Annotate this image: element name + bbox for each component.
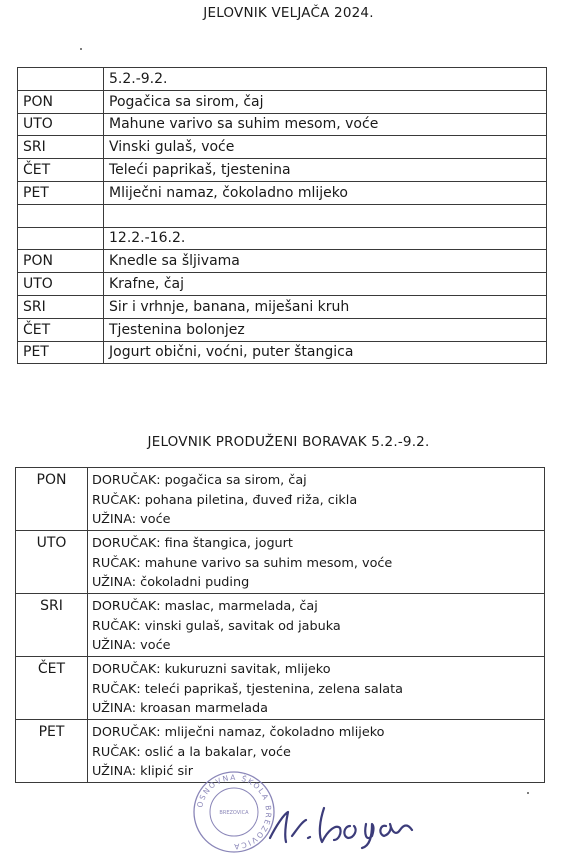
snack-line: UŽINA: čokoladni puding: [92, 575, 250, 591]
page-title: JELOVNIK VELJAČA 2024.: [203, 5, 374, 21]
breakfast-line: DORUČAK: kukuruzni savitak, mlijeko: [92, 662, 331, 677]
extended-meals-cell: [88, 468, 545, 531]
snack-line: UŽINA: voće: [92, 512, 171, 528]
extended-meals-cell: [88, 594, 545, 657]
menu-day-cell: [18, 68, 104, 91]
menu-meal-cell: Krafne, čaj: [104, 273, 547, 296]
menu-meal-cell: 5.2.-9.2.: [104, 68, 547, 91]
extended-stay-row: [16, 531, 545, 594]
menu-row: [18, 113, 547, 136]
extended-meals-cell: [88, 720, 545, 783]
snack-line: UŽINA: kroasan marmelada: [92, 701, 268, 717]
snack-line: UŽINA: voće: [92, 638, 171, 654]
menu-row: [18, 159, 547, 182]
extended-day-cell: SRI: [16, 594, 88, 657]
extended-meals-cell: [88, 531, 545, 594]
svg-text:BREZOVICA: BREZOVICA: [219, 810, 249, 816]
menu-row: [18, 341, 547, 364]
extended-day-cell: ČET: [16, 657, 88, 720]
svg-text:OSNOVNA ŠKOLA BREZOVICA: OSNOVNA ŠKOLA BREZOVICA: [195, 772, 274, 852]
menu-day-cell: PON: [18, 90, 104, 113]
extended-stay-row: [16, 657, 545, 720]
menu-meal-cell: Jogurt obični, voćni, puter štangica: [104, 341, 547, 364]
lunch-line: RUČAK: teleći paprikaš, tjestenina, zelena salata: [92, 681, 403, 697]
extended-meals-cell: [88, 657, 545, 720]
extended-stay-row: [16, 594, 545, 657]
menu-meal-cell: Mahune varivo sa suhim mesom, voće: [104, 113, 547, 136]
menu-meal-cell: Teleći paprikaš, tjestenina: [104, 159, 547, 182]
menu-day-cell: PON: [18, 250, 104, 273]
menu-day-cell: ČET: [18, 318, 104, 341]
menu-day-cell: SRI: [18, 295, 104, 318]
scan-speck: [80, 48, 82, 50]
scan-speck: [527, 792, 529, 794]
menu-row: [18, 68, 547, 91]
extended-day-cell: PET: [16, 720, 88, 783]
weekly-menu-table: [17, 67, 547, 364]
lunch-line: RUČAK: vinski gulaš, savitak od jabuka: [92, 618, 341, 634]
extended-stay-table: [15, 467, 545, 783]
menu-row: [18, 227, 547, 250]
menu-meal-cell: Mliječni namaz, čokoladno mlijeko: [104, 181, 547, 204]
breakfast-line: DORUČAK: mliječni namaz, čokoladno mlijeko: [92, 725, 385, 740]
menu-meal-cell: [104, 204, 547, 227]
menu-day-cell: SRI: [18, 136, 104, 159]
menu-row: [18, 204, 547, 227]
menu-day-cell: PET: [18, 341, 104, 364]
menu-row: [18, 250, 547, 273]
menu-day-cell: ČET: [18, 159, 104, 182]
menu-row: [18, 295, 547, 318]
menu-row: [18, 136, 547, 159]
lunch-line: RUČAK: oslić a la bakalar, voće: [92, 744, 291, 760]
menu-row: [18, 273, 547, 296]
menu-meal-cell: Sir i vrhnje, banana, miješani kruh: [104, 295, 547, 318]
extended-day-cell: UTO: [16, 531, 88, 594]
extended-stay-row: [16, 468, 545, 531]
menu-row: [18, 181, 547, 204]
menu-row: [18, 90, 547, 113]
menu-day-cell: [18, 227, 104, 250]
menu-day-cell: [18, 204, 104, 227]
breakfast-line: DORUČAK: pogačica sa sirom, čaj: [92, 473, 307, 488]
extended-stay-row: [16, 720, 545, 783]
breakfast-line: DORUČAK: fina štangica, jogurt: [92, 536, 293, 551]
menu-day-cell: UTO: [18, 273, 104, 296]
menu-meal-cell: Knedle sa šljivama: [104, 250, 547, 273]
menu-day-cell: UTO: [18, 113, 104, 136]
lunch-line: RUČAK: pohana piletina, đuveđ riža, cikla: [92, 492, 358, 508]
menu-row: [18, 318, 547, 341]
extended-stay-title: JELOVNIK PRODUŽENI BORAVAK 5.2.-9.2.: [147, 434, 430, 450]
menu-meal-cell: 12.2.-16.2.: [104, 227, 547, 250]
menu-meal-cell: Vinski gulaš, voće: [104, 136, 547, 159]
lunch-line: RUČAK: mahune varivo sa suhim mesom, voće: [92, 555, 393, 571]
menu-day-cell: PET: [18, 181, 104, 204]
menu-meal-cell: Tjestenina bolonjez: [104, 318, 547, 341]
menu-meal-cell: Pogačica sa sirom, čaj: [104, 90, 547, 113]
extended-day-cell: PON: [16, 468, 88, 531]
breakfast-line: DORUČAK: maslac, marmelada, čaj: [92, 599, 318, 614]
snack-line: UŽINA: klipić sir: [92, 764, 193, 780]
signature: [262, 790, 422, 850]
